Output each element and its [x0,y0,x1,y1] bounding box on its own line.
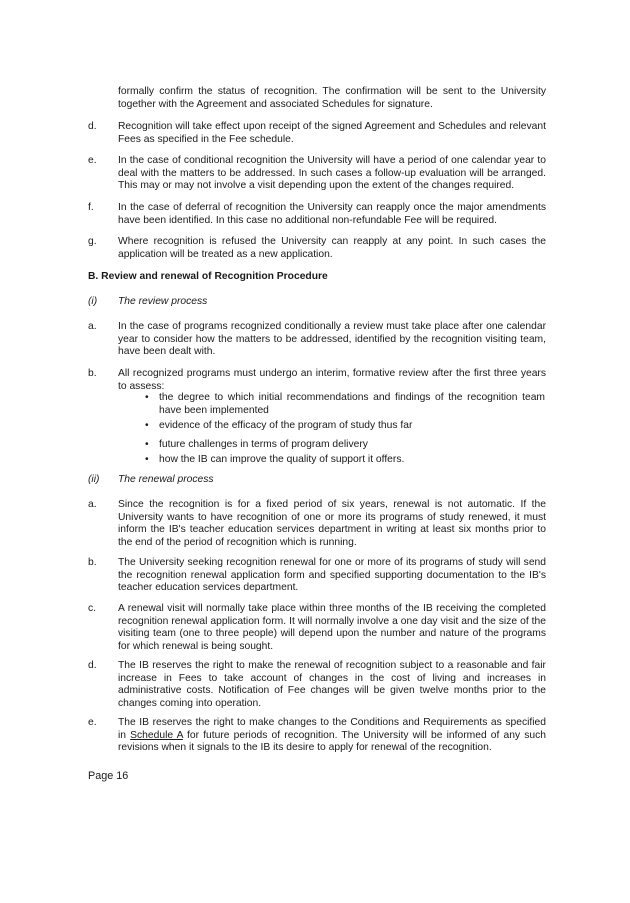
review-bullet-item [145,439,545,452]
review-item-a-text: In the case of programs recognized conditionally a review must take place after one calendar year to consider how the matters to be addressed, identified by the recognition visiting team, have been dealt with. [118,321,546,358]
page-number: Page 16 [88,770,129,782]
review-process-label: (i) [88,296,98,307]
review-item-a-label: a. [88,321,97,332]
renewal-item-a-label: a. [88,499,97,510]
review-bullet-item [145,420,545,433]
item-f-label: f. [88,202,94,213]
schedule-a-link[interactable]: Schedule A [130,729,183,741]
item-e-label: e. [88,155,97,166]
review-item-b-label: b. [88,368,97,379]
section-b-heading: B. Review and renewal of Recognition Procedure [88,271,328,282]
review-bullet-text: evidence of the efficacy of the program of study thus far [159,420,413,432]
renewal-item-e-text-after: for future periods of recognition. The University will be informed of any such revisions when it signals to the IB its desire to apply for renewal of the recognition. [118,729,546,754]
bullet-icon: • [145,454,149,466]
intro-paragraph: formally confirm the status of recognition. The confirmation will be sent to the University together with the Agreement and associated Schedules for signature. [118,86,546,110]
item-d-label: d. [88,121,97,132]
review-bullet-item [145,454,545,467]
renewal-item-b-label: b. [88,557,97,568]
renewal-item-d-label: d. [88,660,97,671]
renewal-item-b-text: The University seeking recognition renewal for one or more of its programs of study will send the recognition renewal application form and specified supporting documentation to the IB's teacher education services department. [118,557,546,594]
renewal-item-e-label: e. [88,717,97,728]
item-f-text: In the case of deferral of recognition the University can reapply once the major amendments have been identified. In this case no additional non-refundable Fee will be required. [118,202,546,226]
bullet-icon: • [145,438,149,450]
review-bullet-text: the degree to which initial recommendations and findings of the recognition team have been implemented [159,392,545,416]
renewal-item-c-text: A renewal visit will normally take place within three months of the IB receiving the completed recognition renewal application form. It will normally involve a one day visit and the size of the visiting team (one to three people) will depend upon the number and nature of the programs for which renewal is being sought. [118,603,546,652]
renewal-item-c-label: c. [88,603,97,614]
renewal-process-title: The renewal process [118,474,214,485]
review-item-b-text: All recognized programs must undergo an interim, formative review after the first three years to assess: [118,368,546,392]
renewal-item-d-text: The IB reserves the right to make the renewal of recognition subject to a reasonable and fair increase in Fees to take account of changes in the cost of living and increases in administrative costs. Notification of Fee changes will be given twelve months prior to the changes coming into operation. [118,660,546,709]
item-e-text: In the case of conditional recognition the University will have a period of one calendar year to deal with the matters to be addressed. In such cases a follow-up evaluation will be arranged. This may or may not involve a visit depending upon the extent of the changes required. [118,155,546,192]
renewal-process-label: (ii) [88,474,100,485]
review-bullet-list [145,392,545,467]
item-g-text: Where recognition is refused the University can reapply at any point. In such cases the application will be treated as a new application. [118,236,546,260]
item-g-label: g. [88,236,97,247]
review-bullet-item [145,392,545,417]
bullet-icon: • [145,420,149,432]
item-d-text: Recognition will take effect upon receipt of the signed Agreement and Schedules and relevant Fees as specified in the Fee schedule. [118,121,546,145]
bullet-icon: • [145,392,149,403]
renewal-item-e-text-before: The IB reserves the right to make changes to the Conditions and Requirements as specified in [118,717,546,741]
renewal-item-a-text: Since the recognition is for a fixed period of six years, renewal is not automatic. If the University wants to have recognition of one or more its programs of study renewed, it must inform the IB's teacher education services department in writing at least six months prior to the end of the period of recognition which is running. [118,499,546,548]
review-bullet-text: future challenges in terms of program delivery [159,438,368,450]
renewal-item-e-text [118,717,546,755]
review-bullet-text: how the IB can improve the quality of support it offers. [159,454,405,466]
review-process-title: The review process [118,296,208,307]
